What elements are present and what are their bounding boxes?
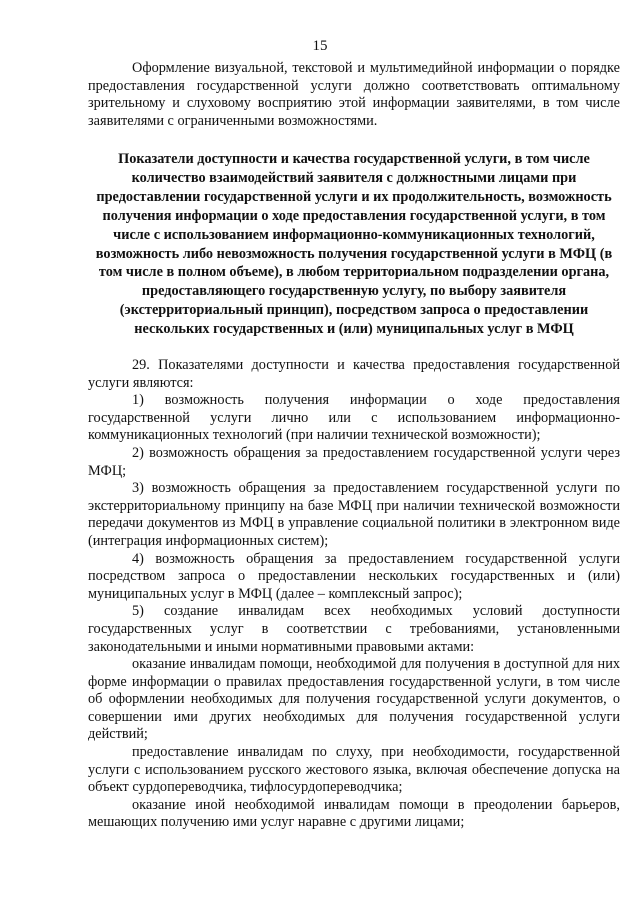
list-item-3: 3) возможность обращения за предоставлением государственной услуги по экстерриториальному принципу на базе МФЦ при наличии технической возможности передачи документов из МФЦ в управление социальной политики в электронном виде (интеграция информационных систем); [88,480,620,549]
page-number: 15 [312,38,328,54]
list-item-5: 5) создание инвалидам всех необходимых условий доступности государственных услуг в соответствии с требованиями, установленными законодательными и иными нормативными правовыми актами: [88,603,620,655]
section-heading: Показатели доступности и качества государственной услуги, в том числе количество взаимодействий заявителя с должностными лицами при предоставлении государственной услуги и их продолжительность, возможность получения информации о ходе предоставления государственной услуги, в том числе с использованием информационно-коммуникационных технологий, возможность либо невозможность получения государственной услуги в МФЦ (в том числе в полном объеме), в любом территориальном подразделении органа, предоставляющего государственную услугу, по выбору заявителя (экстерриториальный принцип), посредством запроса о предоставлении нескольких государственных и (или) муниципальных услуг в МФЦ [95,151,613,338]
intro-section [88,60,620,130]
main-section [88,357,620,832]
sub-item-other-help: оказание иной необходимой инвалидам помощи в преодолении барьеров, мешающих получению ими услуг наравне с другими лицами; [88,796,620,831]
paragraph-29: 29. Показателями доступности и качества предоставления государственной услуги являются: [88,357,620,391]
sub-item-sign-language: предоставление инвалидам по слуху, при необходимости, государственной услуги с использованием русского жестового языка, включая обеспечение допуска на объект сурдопереводчика, тифлосурдопереводчика; [88,744,620,796]
list-item-2: 2) возможность обращения за предоставлением государственной услуги через МФЦ; [88,444,620,479]
list-item-4: 4) возможность обращения за предоставлением государственной услуги посредством запроса о предоставлении нескольких государственных и (или) муниципальных услуг в МФЦ (далее – комплексный запрос); [88,550,620,602]
intro-paragraph: Оформление визуальной, текстовой и мультимедийной информации о порядке предоставления государственной услуги должно соответствовать оптимальному зрительному и слуховому восприятию этой информации заявителями, в том числе заявителями с ограниченными возможностями. [88,60,620,129]
sub-item-assistance: оказание инвалидам помощи, необходимой для получения в доступной для них форме информации о правилах предоставления государственной услуги, в том числе об оформлении необходимых для получения государственной услуги документов, о совершении ими других необходимых для получения государственной услуги действий; [88,656,620,743]
list-item-1: 1) возможность получения информации о ходе предоставления государственной услуги лично или с использованием информационно-коммуникационных технологий (при наличии технической возможности); [88,392,620,444]
